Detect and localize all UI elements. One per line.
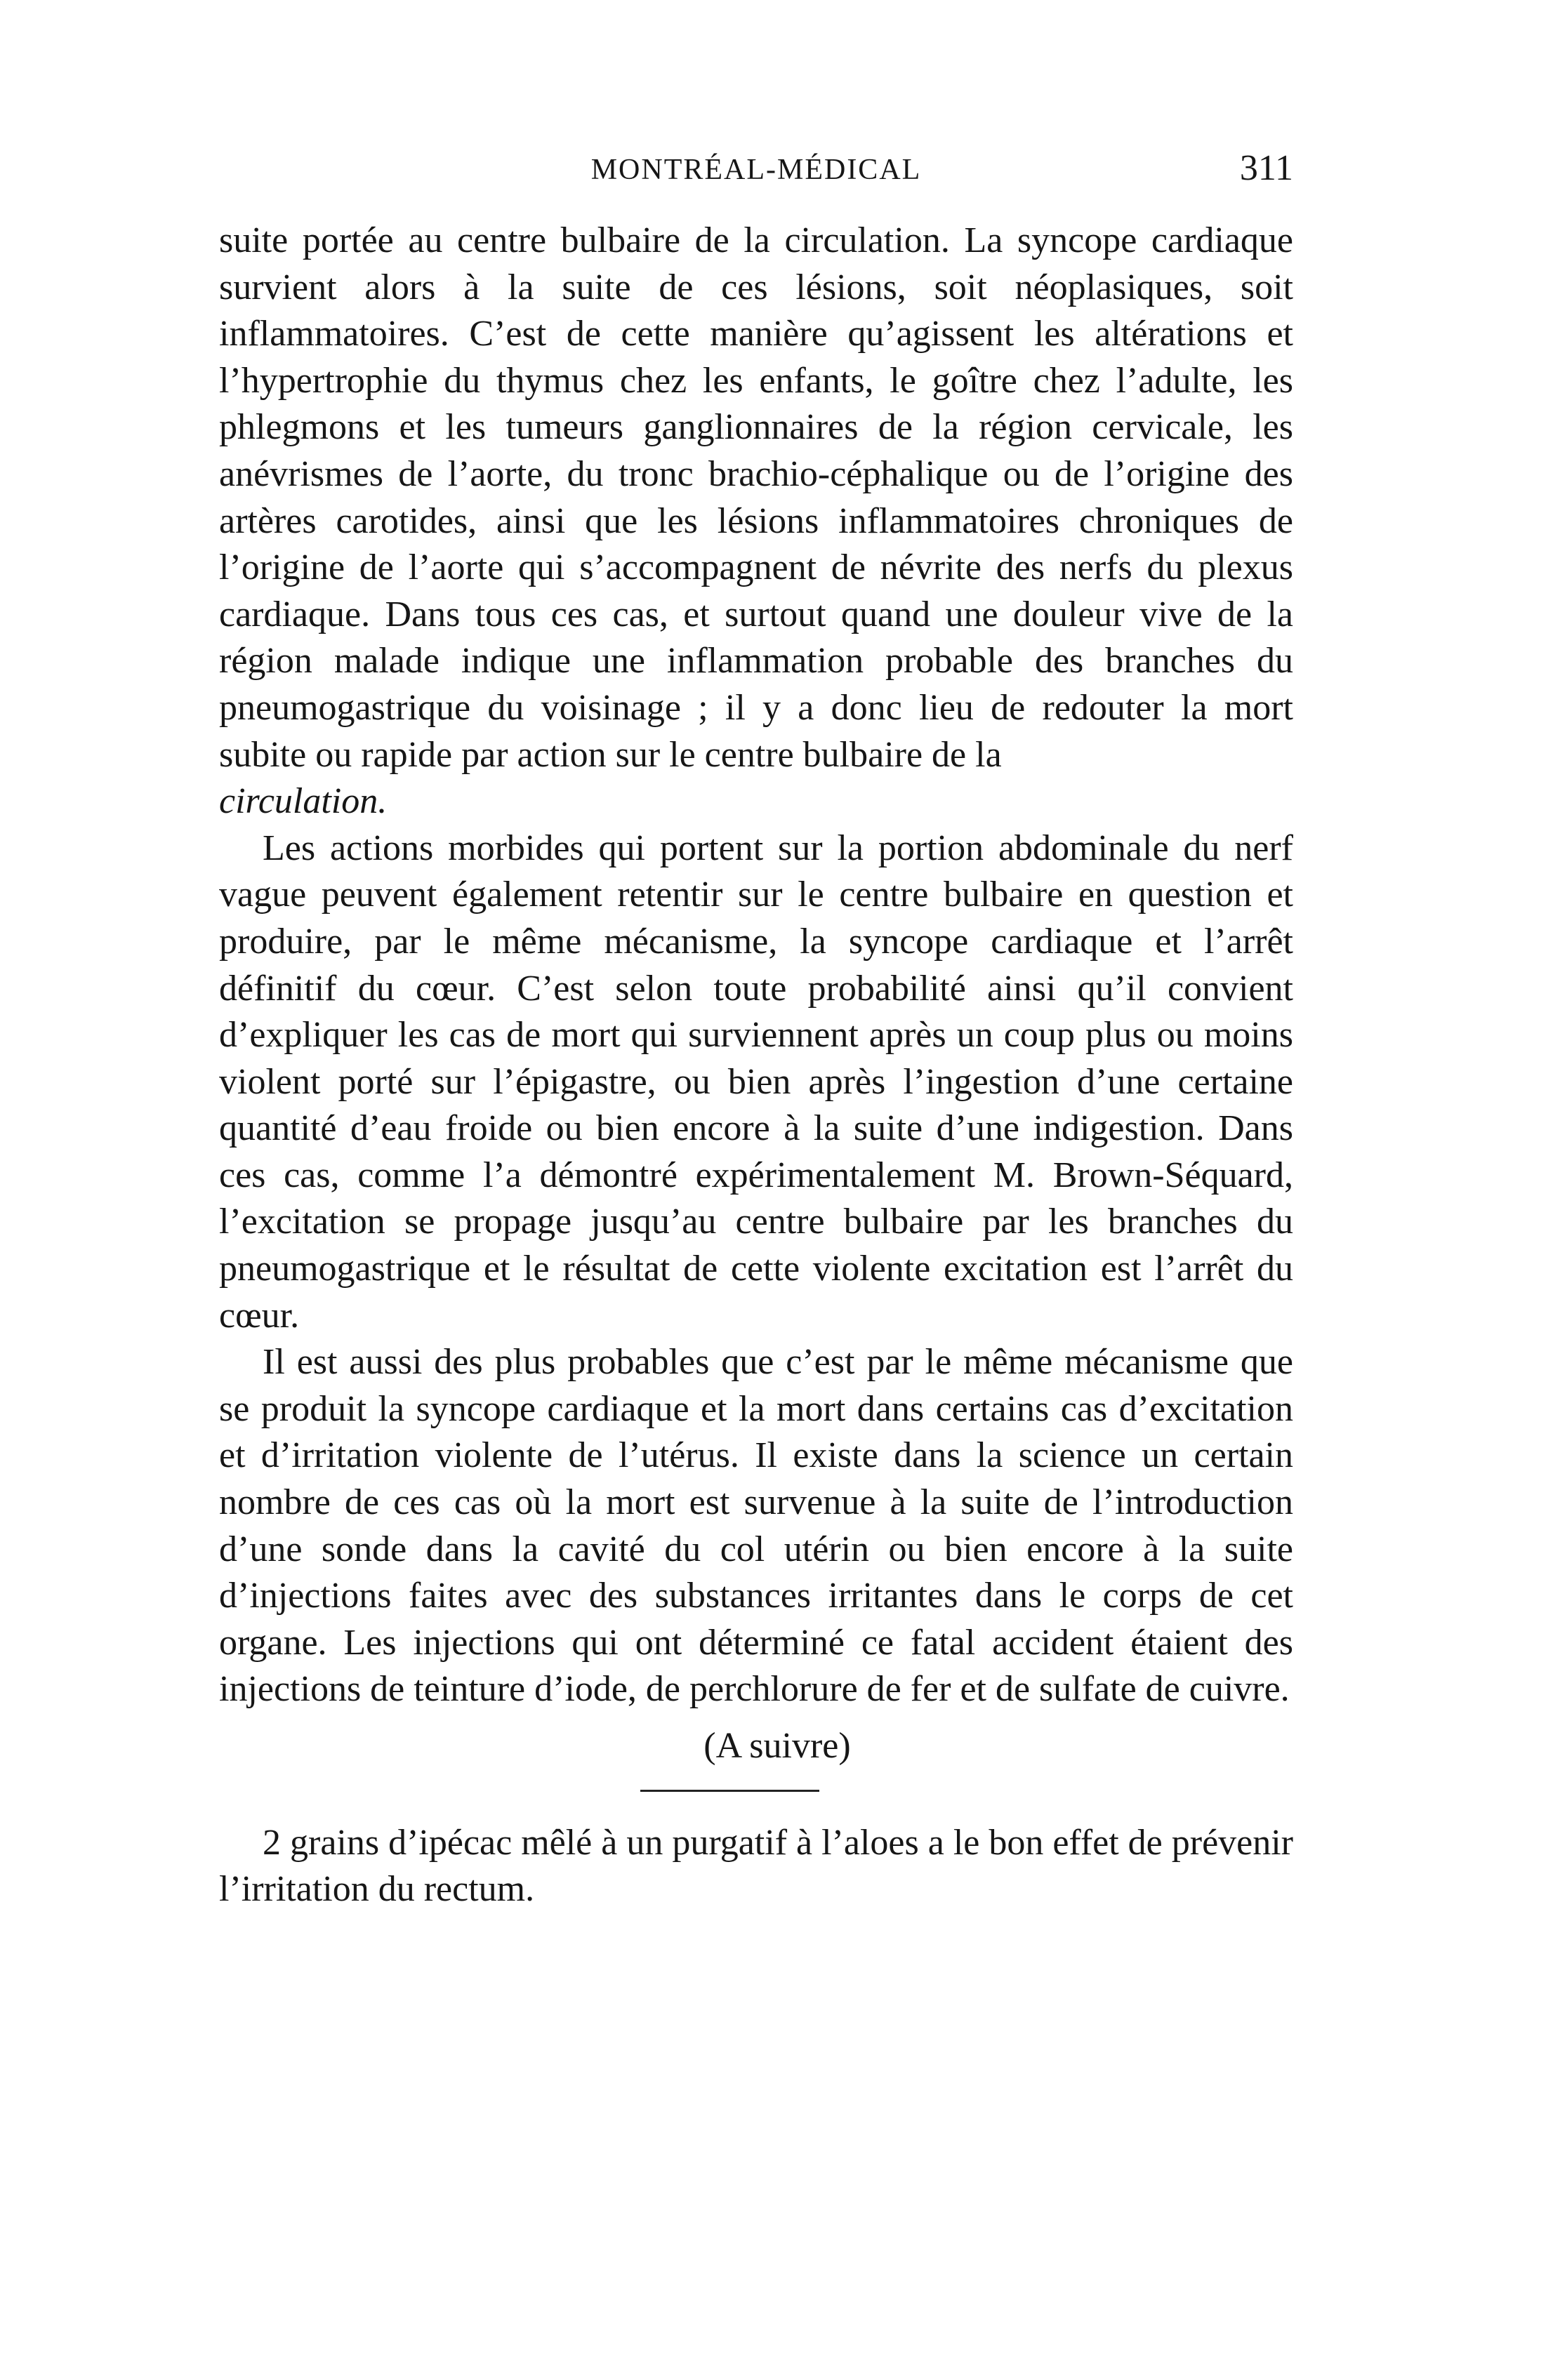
running-header [219, 140, 1293, 204]
running-title: MONTRÉAL-MÉDICAL [590, 154, 922, 186]
section-separator-rule [640, 1790, 819, 1792]
paragraph-2: Les actions morbides qui portent sur la portion abdominale du nerf vague peuvent également retentir sur le centre bulbaire en question et produire, par le même mécanisme, la syncope cardiaque et l’arrêt définitif du cœur. C’est selon toute probabilité ainsi qu’il convient d’expliquer les cas de mort qui surviennent après un coup plus ou moins violent porté sur l’épigastre, ou bien après l’ingestion d’une certaine quantité d’eau froide ou bien encore à la suite d’une indigestion. Dans ces cas, comme l’a démontré expérimentalement M. Brown-Séquard, l’excitation se propage jusqu’au centre bulbaire par les branches du pneumogastrique et le résultat de cette violente excitation est l’arrêt du cœur. [219, 827, 1293, 1336]
to-be-continued: (A suivre) [703, 1726, 851, 1766]
note-paragraph: 2 grains d’ipécac mêlé à un purgatif à l’aloes a le bon effet de prévenir l’irritation du rectum. [219, 1822, 1293, 1910]
paragraph-3: Il est aussi des plus probables que c’est par le même mécanisme que se produit la syncope cardiaque et la mort dans certains cas d’excitation et d’irritation violente de l’utérus. Il existe dans la science un certain nombre de ces cas où la mort est survenue à la suite de l’introduction d’une sonde dans la cavité du col utérin ou bien encore à la suite d’injections faites avec des substances irritantes dans le corps de cet organe. Les injections qui ont déterminé ce fatal accident étaient des injections de teinture d’iode, de perchlorure de fer et de sulfate de cuivre. [219, 1342, 1293, 1710]
paragraph-1-tail: circulation. [219, 781, 388, 822]
page-number: 311 [1239, 148, 1293, 188]
book-page [219, 140, 1293, 1913]
paragraph-1 [219, 218, 1293, 825]
paragraph-1-text: suite portée au centre bulbaire de la circulation. La syncope cardiaque survient alors à la suite de ces lésions, soit néoplasiques, soit inflammatoires. C’est de cette manière qu’agissent les altérations et l’hypertrophie du thymus chez les enfants, le goître chez l’adulte, les phlegmons et les tumeurs ganglionnaires de la région cervicale, les anévrismes de l’aorte, du tronc brachio-céphalique ou de l’origine des artères carotides, ainsi que les lésions inflammatoires chroniques de l’origine de l’aorte qui s’accompagnent de névrite des nerfs du plexus cardiaque. Dans tous ces cas, et surtout quand une douleur vive de la région malade indique une inflammation probable des branches du pneumogastrique du voisinage ; il y a donc lieu de redouter la mort subite ou rapide par action sur le centre bulbaire de la [219, 220, 1293, 775]
